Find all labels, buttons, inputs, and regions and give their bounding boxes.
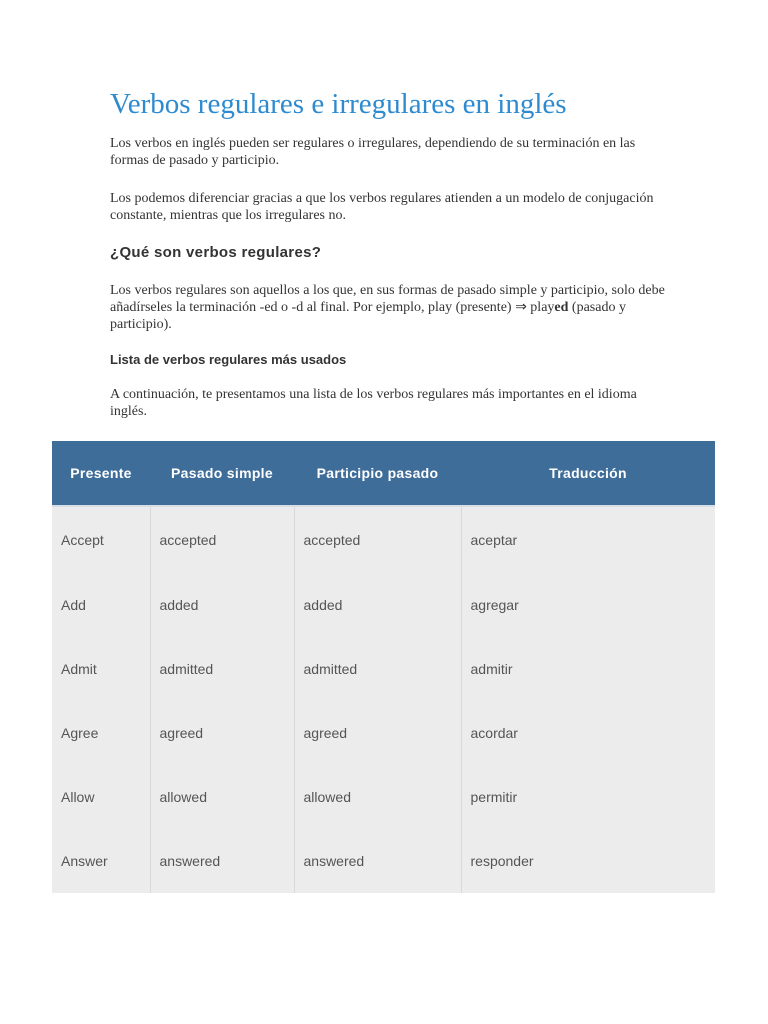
cell-pasado-simple: answered	[150, 829, 294, 893]
cell-traduccion: agregar	[461, 573, 715, 637]
cell-presente: Allow	[52, 765, 150, 829]
cell-presente: Add	[52, 573, 150, 637]
cell-traduccion: permitir	[461, 765, 715, 829]
difference-paragraph: Los podemos diferenciar gracias a que los verbos regulares atienden a un modelo de conjugación constante, mientras que los irregulares no.	[110, 191, 654, 223]
cell-participio: agreed	[294, 701, 461, 765]
cell-participio: admitted	[294, 637, 461, 701]
suffix-bold: ed	[554, 300, 569, 315]
cell-participio: accepted	[294, 506, 461, 573]
cell-traduccion: admitir	[461, 637, 715, 701]
cell-pasado-simple: accepted	[150, 506, 294, 573]
cell-presente: Admit	[52, 637, 150, 701]
header-traduccion: Traducción	[461, 441, 715, 506]
table-row	[52, 829, 715, 893]
header-presente: Presente	[52, 441, 150, 506]
cell-participio: added	[294, 573, 461, 637]
section-heading: ¿Qué son verbos regulares?	[110, 244, 322, 261]
definition-text: Los verbos regulares son aquellos a los que, en sus formas de pasado simple y participio, solo debe añadírseles la terminación -ed o -d al final. Por ejemplo, play (presente) ⇒ play	[110, 283, 665, 315]
cell-pasado-simple: allowed	[150, 765, 294, 829]
cell-pasado-simple: admitted	[150, 637, 294, 701]
intro-paragraph: Los verbos en inglés pueden ser regulares o irregulares, dependiendo de su terminación en las formas de pasado y participio.	[110, 136, 636, 168]
table-row	[52, 506, 715, 573]
cell-presente: Answer	[52, 829, 150, 893]
table-row	[52, 637, 715, 701]
header-participio-pasado: Participio pasado	[294, 441, 461, 506]
definition-paragraph	[110, 282, 670, 333]
list-intro-paragraph: A continuación, te presentamos una lista de los verbos regulares más importantes en el idioma inglés.	[110, 387, 637, 419]
verbs-table	[52, 441, 715, 893]
cell-pasado-simple: agreed	[150, 701, 294, 765]
cell-participio: answered	[294, 829, 461, 893]
cell-presente: Accept	[52, 506, 150, 573]
cell-traduccion: acordar	[461, 701, 715, 765]
cell-participio: allowed	[294, 765, 461, 829]
table-row	[52, 701, 715, 765]
cell-traduccion: aceptar	[461, 506, 715, 573]
cell-presente: Agree	[52, 701, 150, 765]
header-pasado-simple: Pasado simple	[150, 441, 294, 506]
table-row	[52, 765, 715, 829]
subsection-heading: Lista de verbos regulares más usados	[110, 352, 347, 367]
definition-text-end: (pasado y participio).	[110, 300, 626, 332]
cell-traduccion: responder	[461, 829, 715, 893]
cell-pasado-simple: added	[150, 573, 294, 637]
page-title: Verbos regulares e irregulares en inglés	[110, 88, 567, 120]
table-row	[52, 573, 715, 637]
table-header-row	[52, 441, 715, 506]
